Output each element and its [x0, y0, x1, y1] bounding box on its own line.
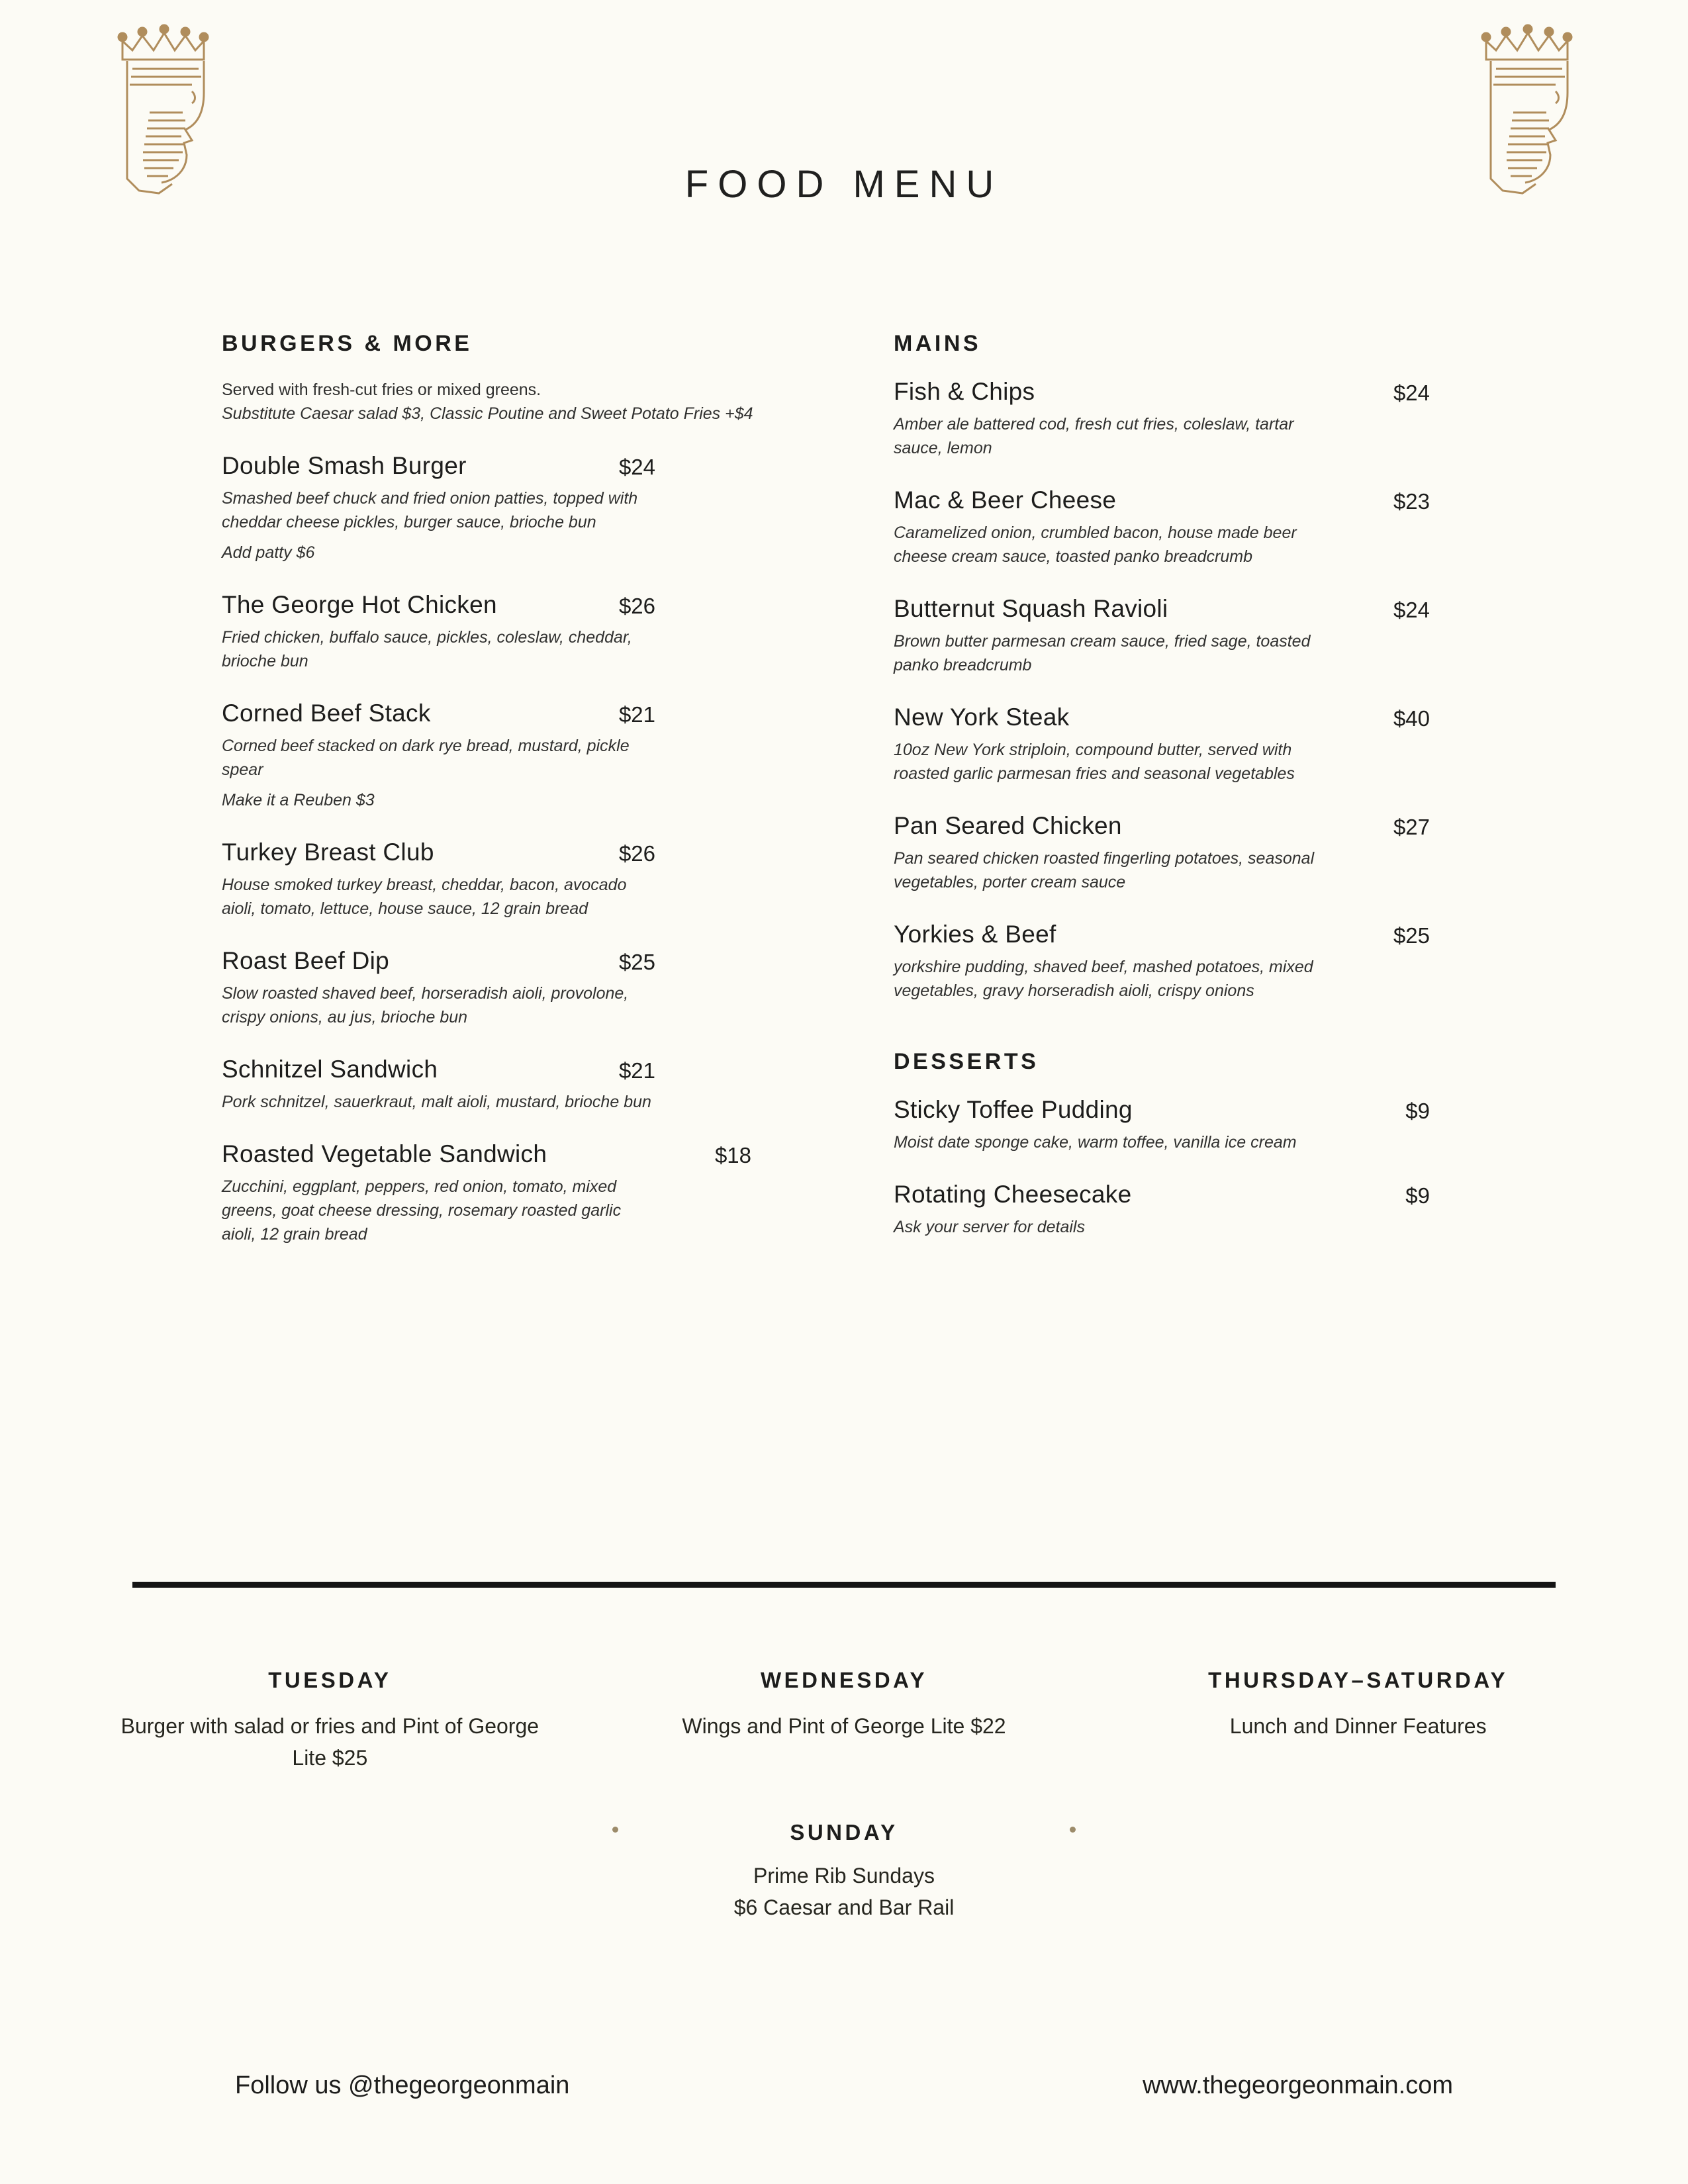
- menu-item-head: [222, 452, 765, 480]
- menu-item: [894, 704, 1443, 786]
- feature-tuesday: [73, 1668, 587, 1774]
- section-heading-burgers: BURGERS & MORE: [222, 331, 473, 356]
- section-note-line1: Served with fresh-cut fries or mixed greens.: [222, 381, 541, 399]
- decorative-dot-left-icon: [612, 1827, 618, 1833]
- menu-item-name: Sticky Toffee Pudding: [894, 1096, 1133, 1123]
- menu-item-name: Turkey Breast Club: [222, 839, 434, 866]
- menu-item-head: [894, 1096, 1443, 1124]
- menu-item-head: [222, 1056, 765, 1083]
- menu-item-price: $23: [1393, 489, 1430, 514]
- menu-item: [222, 839, 765, 921]
- menu-item: [894, 378, 1443, 460]
- menu-item: [894, 812, 1443, 894]
- menu-item-head: [222, 700, 765, 727]
- menu-item-description: Slow roasted shaved beef, horseradish aioli, provolone, crispy onions, au jus, brioche bun: [222, 984, 629, 1026]
- menu-item-price: $18: [714, 1143, 751, 1167]
- menu-item-description: Ask your server for details: [894, 1218, 1085, 1236]
- menu-item: [894, 1181, 1443, 1239]
- section-note-burgers: [222, 378, 765, 426]
- menu-item-name: New York Steak: [894, 704, 1070, 731]
- menu-item-description: Zucchini, eggplant, peppers, red onion, tomato, mixed greens, goat cheese dressing, rosemary roasted garlic aioli, 12 grain bread: [222, 1177, 622, 1244]
- feature-day-label: TUESDAY: [268, 1668, 392, 1692]
- menu-item-description: Corned beef stacked on dark rye bread, mustard, pickle spear: [222, 737, 630, 779]
- menu-item-price: $24: [1393, 381, 1430, 405]
- menu-item-name: Yorkies & Beef: [894, 921, 1056, 948]
- menu-item-head: [894, 1181, 1443, 1208]
- menu-item-name: The George Hot Chicken: [222, 591, 497, 618]
- menu-item-head: [894, 486, 1443, 514]
- menu-item-head: [894, 704, 1443, 731]
- menu-item-head: [894, 812, 1443, 840]
- menu-item: [222, 1140, 765, 1246]
- menu-item-price: $24: [1393, 598, 1430, 622]
- section-burgers-and-more: [222, 331, 765, 1246]
- menu-item-price: $27: [1393, 815, 1430, 839]
- feature-day-label: WEDNESDAY: [761, 1668, 927, 1692]
- menu-item-price: $26: [618, 594, 655, 618]
- menu-item-name: Rotating Cheesecake: [894, 1181, 1132, 1208]
- section-heading-desserts: DESSERTS: [894, 1049, 1039, 1074]
- menu-item-description: Moist date sponge cake, warm toffee, vanilla ice cream: [894, 1133, 1297, 1152]
- menu-item-addon: Make it a Reuben $3: [222, 791, 375, 809]
- feature-sunday: [0, 1820, 1688, 1923]
- crest-icon-right: [1456, 13, 1595, 205]
- menu-item-head: [894, 595, 1443, 623]
- menu-item-price: $25: [1393, 923, 1430, 948]
- feature-description: Lunch and Dinner Features: [1229, 1714, 1487, 1738]
- menu-item-price: $25: [618, 950, 655, 974]
- section-heading-mains: MAINS: [894, 331, 982, 356]
- feature-thursday-saturday: [1101, 1668, 1615, 1774]
- menu-item: [222, 452, 765, 565]
- menu-item-head: [894, 921, 1443, 948]
- menu-item-price: $21: [618, 1058, 655, 1083]
- menu-item-name: Fish & Chips: [894, 378, 1035, 405]
- menu-item: [894, 1096, 1443, 1154]
- section-divider: [132, 1582, 1556, 1588]
- menu-item-name: Roast Beef Dip: [222, 947, 390, 974]
- page-title: FOOD MENU: [684, 163, 1004, 206]
- menu-item-description: Amber ale battered cod, fresh cut fries, coleslaw, tartar sauce, lemon: [894, 415, 1294, 457]
- menu-item-description: Fried chicken, buffalo sauce, pickles, coleslaw, cheddar, brioche bun: [222, 628, 632, 670]
- menu-item-price: $21: [618, 702, 655, 727]
- menu-item-name: Schnitzel Sandwich: [222, 1056, 438, 1083]
- menu-item-description: Smashed beef chuck and fried onion patties, topped with cheddar cheese pickles, burger sauce, brioche bun: [222, 489, 638, 531]
- feature-description: Wings and Pint of George Lite $22: [682, 1714, 1006, 1738]
- weekly-features: [0, 1668, 1688, 1923]
- menu-item-name: Double Smash Burger: [222, 452, 467, 479]
- feature-day-label: THURSDAY–SATURDAY: [1208, 1668, 1509, 1692]
- menu-item-description: Pork schnitzel, sauerkraut, malt aioli, mustard, brioche bun: [222, 1093, 651, 1111]
- feature-day-label: SUNDAY: [790, 1820, 898, 1844]
- menu-item-price: $9: [1405, 1183, 1430, 1208]
- menu-item-name: Corned Beef Stack: [222, 700, 431, 727]
- feature-description: Burger with salad or fries and Pint of George Lite $25: [120, 1714, 539, 1770]
- feature-description-line1: Prime Rib Sundays: [753, 1864, 935, 1888]
- menu-item-head: [222, 839, 765, 866]
- menu-columns: [0, 331, 1688, 1562]
- menu-item-addon: Add patty $6: [222, 543, 315, 562]
- social-handle: Follow us @thegeorgeonmain: [235, 2071, 570, 2099]
- feature-description-line2: $6 Caesar and Bar Rail: [733, 1895, 955, 1919]
- weekly-features-row: [0, 1668, 1688, 1774]
- menu-item: [894, 921, 1443, 1003]
- menu-item-head: [222, 591, 765, 619]
- section-note-line2: Substitute Caesar salad $3, Classic Poutine and Sweet Potato Fries +$4: [222, 404, 753, 423]
- menu-item: [222, 947, 765, 1029]
- menu-item-description: Pan seared chicken roasted fingerling potatoes, seasonal vegetables, porter cream sauce: [894, 849, 1315, 891]
- menu-item-name: Butternut Squash Ravioli: [894, 595, 1168, 622]
- menu-item-name: Pan Seared Chicken: [894, 812, 1122, 839]
- menu-item-price: $40: [1393, 706, 1430, 731]
- section-mains: [894, 331, 1443, 1239]
- menu-item-head: [222, 947, 765, 975]
- menu-item: [222, 1056, 765, 1114]
- menu-item-price: $9: [1405, 1099, 1430, 1123]
- menu-item: [222, 591, 765, 673]
- menu-item: [894, 595, 1443, 677]
- menu-item-description: 10oz New York striploin, compound butter, served with roasted garlic parmesan fries and seasonal vegetables: [894, 741, 1295, 783]
- menu-header: [0, 0, 1688, 218]
- menu-item-price: $24: [618, 455, 655, 479]
- page-footer: [0, 2071, 1688, 2100]
- menu-item-description: Brown butter parmesan cream sauce, fried sage, toasted panko breadcrumb: [894, 632, 1311, 674]
- menu-item-head: [894, 378, 1443, 406]
- decorative-dot-right-icon: [1070, 1827, 1076, 1833]
- menu-item-name: Roasted Vegetable Sandwich: [222, 1140, 547, 1167]
- menu-item: [222, 700, 765, 812]
- website-url[interactable]: www.thegeorgeonmain.com: [1143, 2071, 1453, 2099]
- menu-item-description: yorkshire pudding, shaved beef, mashed potatoes, mixed vegetables, gravy horseradish aioli, crispy onions: [894, 958, 1313, 1000]
- menu-item-head: [222, 1140, 765, 1168]
- menu-item-description: Caramelized onion, crumbled bacon, house made beer cheese cream sauce, toasted panko breadcrumb: [894, 523, 1297, 566]
- feature-wednesday: [587, 1668, 1102, 1774]
- menu-item-price: $26: [618, 841, 655, 866]
- menu-item-description: House smoked turkey breast, cheddar, bacon, avocado aioli, tomato, lettuce, house sauce, 12 grain bread: [222, 876, 627, 918]
- menu-item-name: Mac & Beer Cheese: [894, 486, 1117, 514]
- menu-item: [894, 486, 1443, 569]
